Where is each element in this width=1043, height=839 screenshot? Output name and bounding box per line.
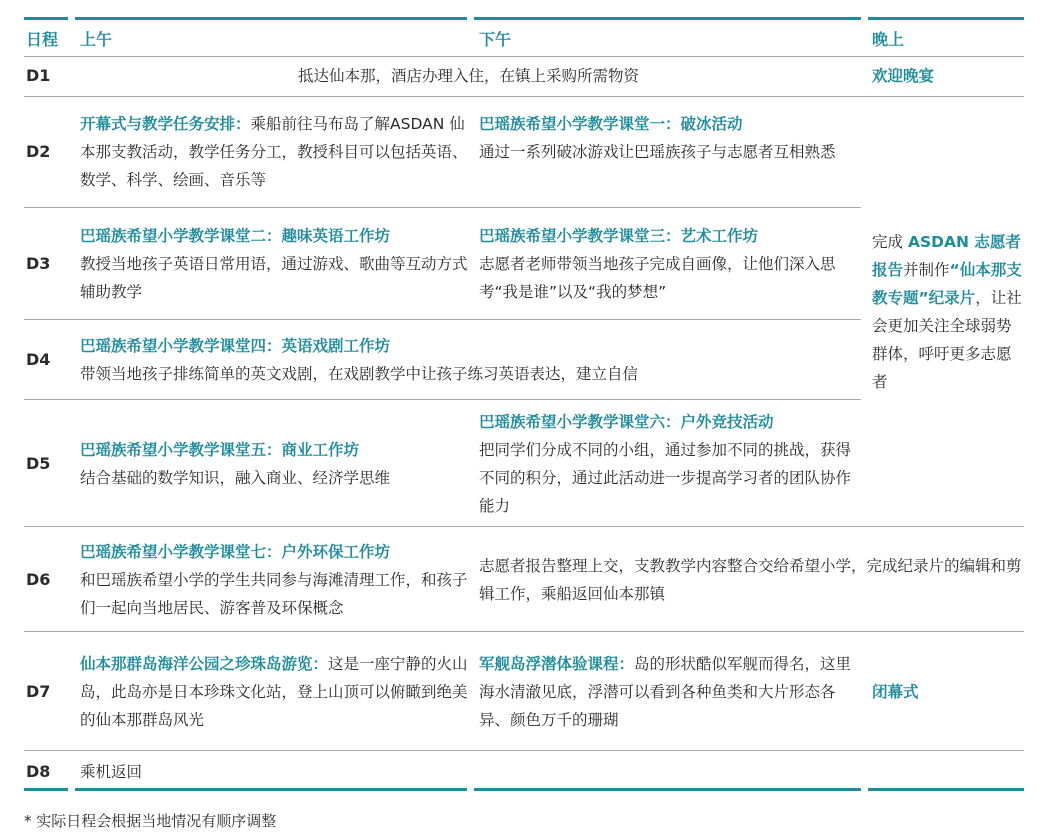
d7-afternoon: [479, 650, 864, 734]
d5-afternoon: [479, 408, 864, 520]
d1-evening: 欢迎晚宴: [872, 67, 935, 85]
day-label: D3: [26, 254, 51, 273]
d7-afternoon-text: 岛的形状酷似军舰而得名，这里海水清澈见底，浮潜可以看到各种鱼类和大片形态各异、颜色万千的珊瑚: [479, 655, 852, 729]
d5-morning-title: 巴瑶族希望小学教学课堂五：商业工作坊: [80, 441, 360, 459]
d6-morning-title: 巴瑶族希望小学教学课堂七：户外环保工作坊: [80, 543, 391, 561]
d2-morning-text: 乘船前往马布岛了解ASDAN 仙本那支教活动，教学任务分工，教授科目可以包括英语、数学、科学、绘画、音乐等: [80, 115, 468, 189]
header-morning: 上午: [80, 30, 113, 49]
evening-text: 完成: [872, 233, 904, 251]
evening-text: ，让社会更加关注全球弱势群体，呼吁更多志愿者: [872, 289, 1022, 391]
d3-afternoon: [479, 222, 864, 306]
d3-afternoon-title: 巴瑶族希望小学教学课堂三：艺术工作坊: [479, 227, 759, 245]
d4-text: 带领当地孩子排练简单的英文戏剧，在戏剧教学中让孩子练习英语表达，建立自信: [80, 365, 639, 383]
header-top-rule: [24, 17, 68, 20]
row-divider: [24, 319, 861, 320]
d5-afternoon-text: 把同学们分成不同的小组，通过参加不同的挑战，获得不同的积分，通过此活动进一步提高学习者的团队协作能力: [479, 441, 852, 515]
header-top-rule: [868, 17, 1024, 20]
d7-morning-text: 这是一座宁静的火山岛，此岛亦是日本珍珠文化站，登上山顶可以俯瞰到绝美的仙本那群岛风光: [80, 655, 468, 729]
header-top-rule: [75, 17, 467, 20]
d6-afternoon-evening: 志愿者报告整理上交，支教教学内容整合交给希望小学，完成纪录片的编辑和剪辑工作，乘船返回仙本那镇: [479, 557, 1022, 603]
day-label: D1: [26, 66, 51, 85]
header-afternoon: 下午: [479, 30, 512, 49]
table-bottom-rule: [474, 788, 861, 791]
row-divider: [24, 750, 1024, 751]
d7-morning-title: 仙本那群岛海洋公园之珍珠岛游览：: [80, 655, 329, 673]
d8-morning: 乘机返回: [80, 763, 143, 781]
row-divider: [24, 56, 1024, 57]
day-label: D2: [26, 142, 51, 161]
day-label: D6: [26, 570, 51, 589]
day-label: D4: [26, 350, 51, 369]
day-label: D8: [26, 762, 51, 781]
d4-title: 巴瑶族希望小学教学课堂四：英语戏剧工作坊: [80, 337, 391, 355]
d2-morning-title: 开幕式与教学任务安排：: [80, 115, 251, 133]
header-top-rule: [474, 17, 861, 20]
day-label: D5: [26, 454, 51, 473]
d5-morning: [80, 436, 468, 492]
d5-morning-text: 结合基础的数学知识，融入商业、经济学思维: [80, 469, 391, 487]
d3-morning-title: 巴瑶族希望小学教学课堂二：趣味英语工作坊: [80, 227, 391, 245]
d7-afternoon-title: 军舰岛浮潜体验课程：: [479, 655, 635, 673]
d2-afternoon: [479, 110, 864, 166]
row-divider: [24, 96, 1024, 97]
d5-afternoon-title: 巴瑶族希望小学教学课堂六：户外竞技活动: [479, 413, 774, 431]
d3-morning: [80, 222, 468, 306]
header-day: 日程: [26, 30, 59, 49]
evening-report: ASDAN 志愿者报告: [872, 233, 1021, 279]
d6-morning: [80, 538, 468, 622]
table-bottom-rule: [24, 788, 68, 791]
row-divider: [24, 526, 1024, 527]
d3-afternoon-text: 志愿者老师带领当地孩子完成自画像，让他们深入思考“我是谁”以及“我的梦想”: [479, 255, 836, 301]
table-bottom-rule: [75, 788, 467, 791]
d6-morning-text: 和巴瑶族希望小学的学生共同参与海滩清理工作，和孩子们一起向当地居民、游客普及环保概念: [80, 571, 468, 617]
header-evening: 晚上: [872, 30, 905, 49]
evening-documentary: “仙本那支教专题”纪录片: [872, 261, 1022, 307]
d3-d4-evening: [872, 228, 1024, 396]
d2-afternoon-title: 巴瑶族希望小学教学课堂一：破冰活动: [479, 115, 743, 133]
d2-morning: [80, 110, 468, 194]
d7-evening: 闭幕式: [872, 683, 919, 701]
row-divider: [24, 399, 861, 400]
table-bottom-rule: [868, 788, 1024, 791]
footnote: * 实际日程会根据当地情况有顺序调整: [24, 812, 277, 830]
day-label: D7: [26, 682, 51, 701]
evening-text: 并制作: [903, 261, 950, 279]
row-divider: [24, 631, 1024, 632]
d3-morning-text: 教授当地孩子英语日常用语，通过游戏、歌曲等互动方式辅助教学: [80, 255, 468, 301]
d2-afternoon-text: 通过一系列破冰游戏让巴瑶族孩子与志愿者互相熟悉: [479, 143, 836, 161]
d1-full-day: 抵达仙本那，酒店办理入住，在镇上采购所需物资: [297, 67, 639, 85]
row-divider: [24, 207, 861, 208]
d4-full: [80, 332, 865, 388]
d7-morning: [80, 650, 468, 734]
